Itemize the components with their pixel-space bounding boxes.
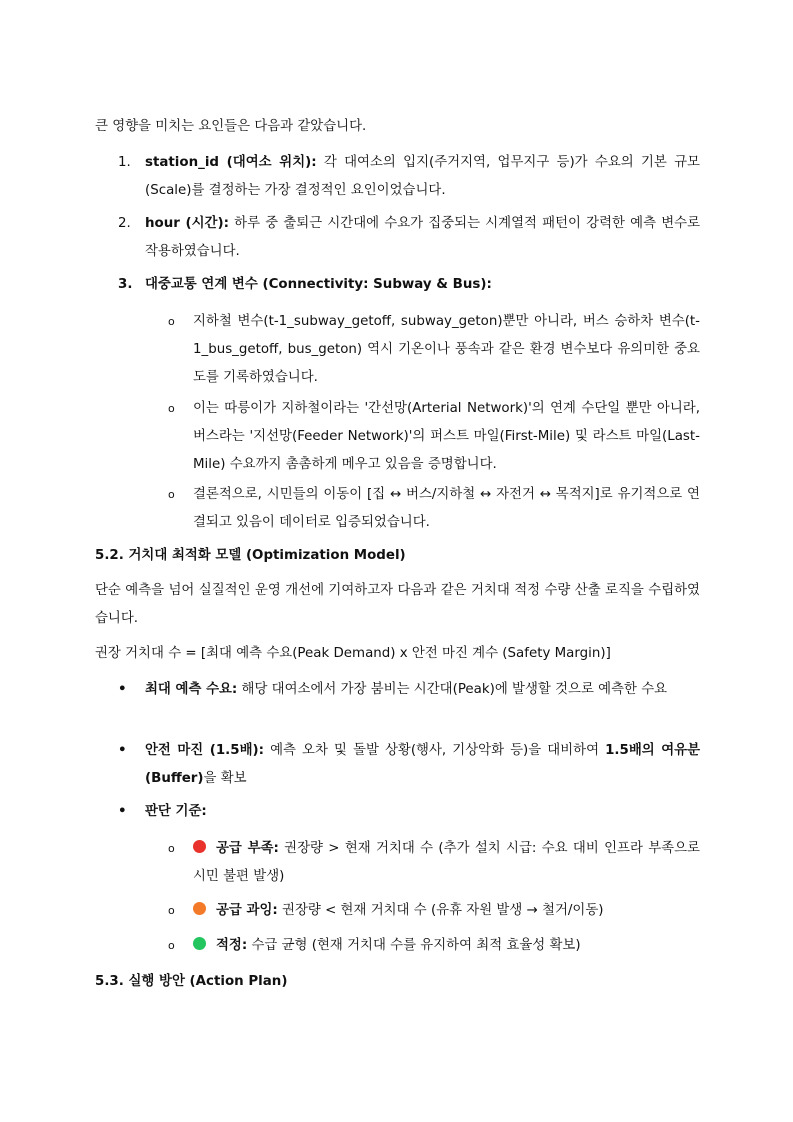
- factor-text: 하루 중 출퇴근 시간대에 수요가 집중되는 시계열적 패턴이 강력한 예측 변수로 작용하였습니다.: [145, 216, 700, 259]
- factor-number: 2.: [118, 216, 131, 231]
- factor-number: 3.: [118, 277, 133, 292]
- criteria-text: 권장량 < 현재 거치대 수 (유휴 자원 발생 → 철거/이동): [277, 903, 604, 918]
- bullet-item-peak-demand: [118, 676, 700, 704]
- section-heading-5-2: 5.2. 거치대 최적화 모델 (Optimization Model): [95, 548, 406, 563]
- hollow-bullet-icon: o: [168, 402, 175, 415]
- bullet-label: 최대 예측 수요:: [145, 682, 238, 697]
- bullet-emphasis: 1.5배의 여유분(Buffer): [145, 743, 700, 786]
- factor-item-3: [118, 271, 700, 299]
- bullet-item-safety-margin: [118, 737, 700, 793]
- red-circle-icon: [193, 840, 206, 853]
- bullet-text-end: 을 확보: [203, 771, 247, 786]
- criteria-label: 공급 과잉:: [216, 903, 278, 918]
- bullet-icon: •: [118, 804, 127, 819]
- point-text: 결론적으로, 시민들의 이동이 [집 ↔ 버스/지하철 ↔ 자전거 ↔ 목적지]로 유기적으로 연결되고 있음이 데이터로 입증되었습니다.: [193, 487, 700, 530]
- connectivity-point-3: [168, 481, 700, 537]
- point-text: 이는 따릉이가 지하철이라는 '간선망(Arterial Network)'의 연계 수단일 뿐만 아니라, 버스라는 '지선망(Feeder Network)'의 퍼스트 마일(First-Mile) 및 라스트 마일(Last-Mile) 수요까지 촘촘하게 메우고 있음을 증명합니다.: [193, 401, 700, 472]
- intro-text: 큰 영향을 미치는 요인들은 다음과 같았습니다.: [95, 119, 367, 134]
- section-heading-5-3: 5.3. 실행 방안 (Action Plan): [95, 974, 288, 989]
- orange-circle-icon: [193, 902, 206, 915]
- hollow-bullet-icon: o: [168, 904, 175, 917]
- hollow-bullet-icon: o: [168, 488, 175, 501]
- criteria-text: 수급 균형 (현재 거치대 수를 유지하여 최적 효율성 확보): [247, 938, 581, 953]
- factor-item-2: [118, 210, 700, 266]
- criteria-surplus: [168, 897, 700, 925]
- connectivity-point-1: [168, 308, 700, 392]
- factor-number: 1.: [118, 155, 131, 170]
- criteria-shortage: [168, 835, 700, 891]
- hollow-bullet-icon: o: [168, 939, 175, 952]
- green-circle-icon: [193, 937, 206, 950]
- bullet-item-criteria: [118, 798, 700, 826]
- factor-label: 대중교통 연계 변수 (Connectivity: Subway & Bus):: [145, 277, 492, 292]
- bullet-text: 해당 대여소에서 가장 붐비는 시간대(Peak)에 발생할 것으로 예측한 수요: [237, 682, 668, 697]
- bullet-icon: •: [118, 682, 127, 697]
- factor-label: station_id (대여소 위치):: [145, 155, 317, 170]
- hollow-bullet-icon: o: [168, 842, 175, 855]
- factor-item-1: [118, 149, 700, 205]
- point-text: 지하철 변수(t-1_subway_getoff, subway_geton)뿐만 아니라, 버스 승하차 변수(t-1_bus_getoff, bus_geton) 역시 기온이나 풍속과 같은 환경 변수보다 유의미한 중요도를 기록하였습니다.: [193, 314, 700, 385]
- formula-text: 권장 거치대 수 = [최대 예측 수요(Peak Demand) x 안전 마진 계수 (Safety Margin)]: [95, 646, 611, 661]
- criteria-text: 권장량 > 현재 거치대 수 (추가 설치 시급: 수요 대비 인프라 부족으로 시민 불편 발생): [193, 841, 700, 884]
- bullet-text: 예측 오차 및 돌발 상황(행사, 기상악화 등)을 대비하여: [263, 743, 606, 758]
- bullet-label: 판단 기준:: [145, 804, 207, 819]
- criteria-optimal: [168, 932, 700, 960]
- bullet-label: 안전 마진 (1.5배):: [145, 743, 264, 758]
- criteria-label: 적정:: [216, 938, 248, 953]
- connectivity-point-2: [168, 395, 700, 479]
- factor-text: 각 대여소의 입지(주거지역, 업무지구 등)가 수요의 기본 규모(Scale)를 결정하는 가장 결정적인 요인이었습니다.: [145, 155, 700, 198]
- factor-label: hour (시간):: [145, 216, 229, 231]
- bullet-icon: •: [118, 743, 127, 758]
- hollow-bullet-icon: o: [168, 315, 175, 328]
- criteria-label: 공급 부족:: [216, 841, 279, 856]
- section-paragraph: 단순 예측을 넘어 실질적인 운영 개선에 기여하고자 다음과 같은 거치대 적정 수량 산출 로직을 수립하였습니다.: [95, 583, 700, 626]
